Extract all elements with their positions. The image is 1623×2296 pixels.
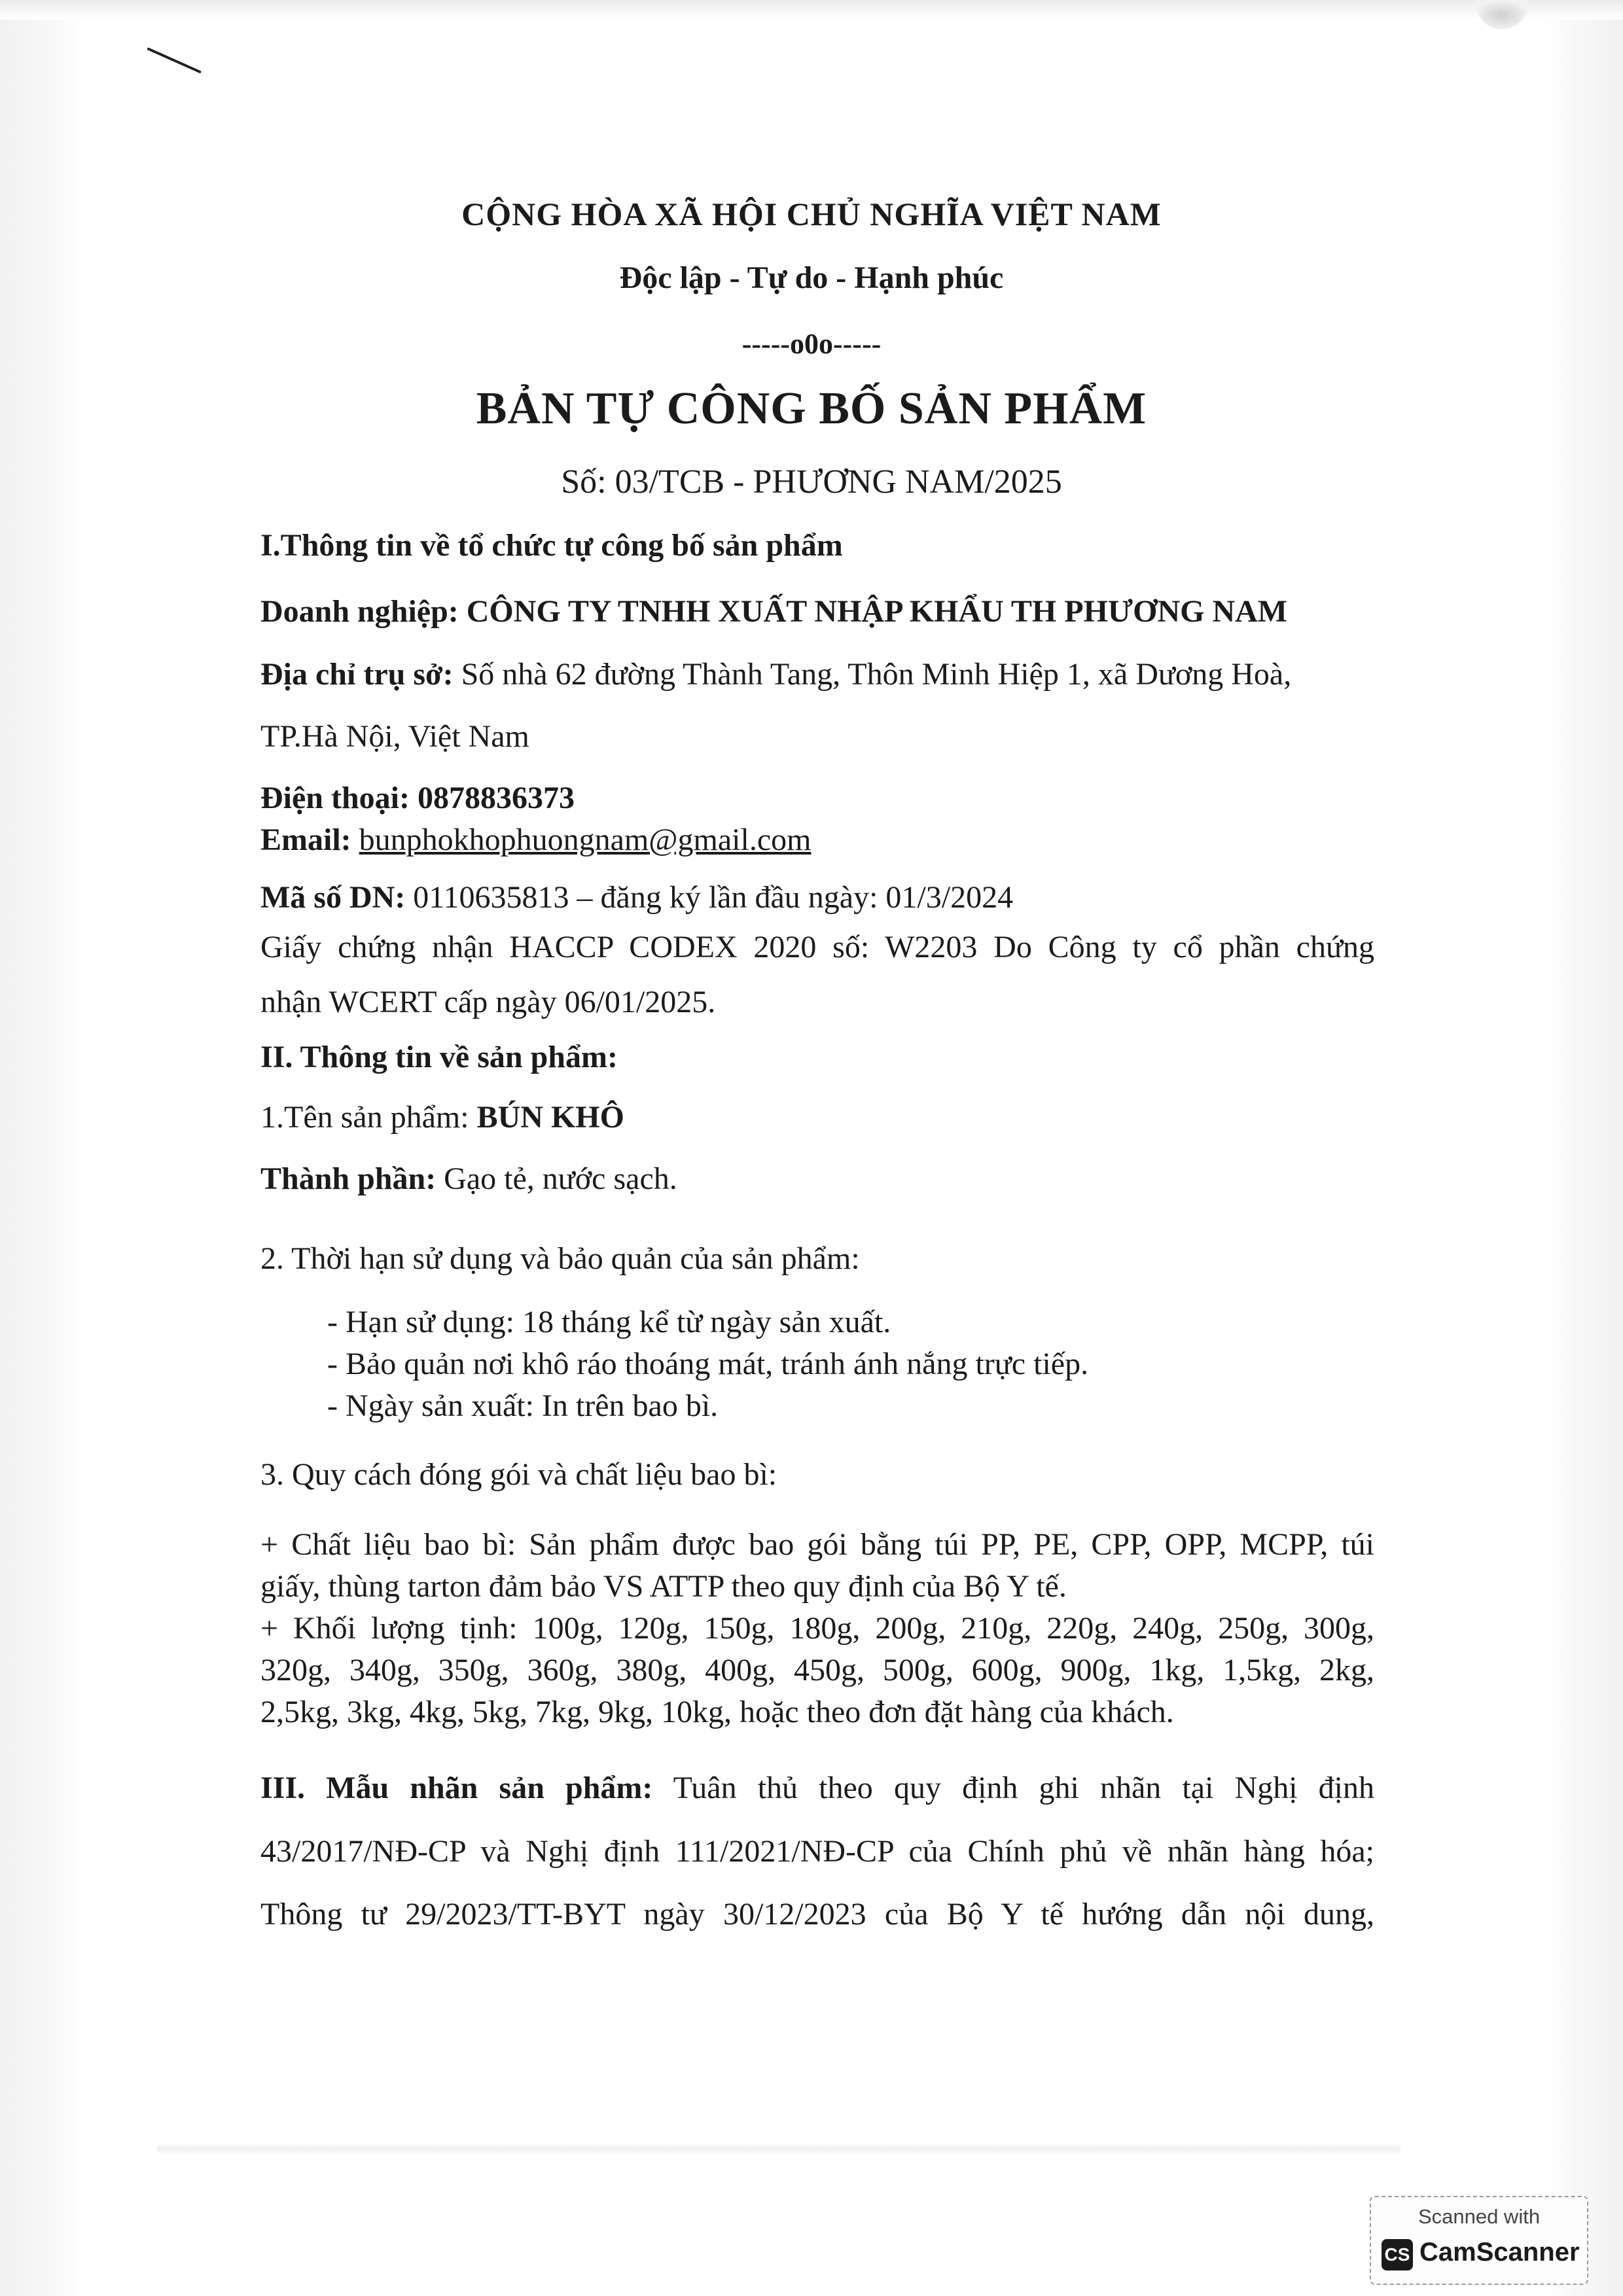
- packaging-heading: 3. Quy cách đóng gói và chất liệu bao bì:: [260, 1457, 777, 1492]
- company-label: Doanh nghiệp:: [260, 594, 459, 629]
- tax-value: 0110635813 – đăng ký lần đầu ngày: 01/3/2024: [413, 880, 1014, 915]
- address-row: [260, 656, 1291, 692]
- section-3-heading: III. Mẫu nhãn sản phẩm:: [260, 1771, 653, 1805]
- section-2-heading: II. Thông tin về sản phẩm:: [260, 1040, 618, 1074]
- section-3-line-2: 43/2017/NĐ-CP và Nghị định 111/2021/NĐ-CP của Chính phủ về nhãn hàng hóa;: [260, 1834, 1374, 1869]
- storage-item: - Bảo quản nơi khô ráo thoáng mát, tránh ánh nắng trực tiếp.: [327, 1347, 1089, 1381]
- net-weight-line-cont: 320g, 340g, 350g, 360g, 380g, 400g, 450g, 500g, 600g, 900g, 1kg, 1,5kg, 2kg,: [260, 1653, 1374, 1687]
- punch-hole-mark: [1476, 0, 1528, 29]
- camscanner-watermark: [1370, 2196, 1588, 2285]
- certificate-line: Giấy chứng nhận HACCP CODEX 2020 số: W2203 Do Công ty cổ phần chứng: [260, 930, 1374, 964]
- section-3-row: [260, 1770, 1374, 1809]
- packaging-material-line: + Chất liệu bao bì: Sản phẩm được bao gói bằng túi PP, PE, CPP, OPP, MCPP, túi: [260, 1527, 1374, 1562]
- net-weight-line-end: 2,5kg, 3kg, 4kg, 5kg, 7kg, 9kg, 10kg, hoặc theo đơn đặt hàng của khách.: [260, 1695, 1174, 1729]
- shelf-life-item: - Hạn sử dụng: 18 tháng kể từ ngày sản xuất.: [327, 1305, 891, 1339]
- national-title: CỘNG HÒA XÃ HỘI CHỦ NGHĨA VIỆT NAM: [461, 196, 1162, 232]
- company-value: CÔNG TY TNHH XUẤT NHẬP KHẨU TH PHƯƠNG NAM: [466, 594, 1288, 629]
- tax-row: [260, 879, 1013, 915]
- national-motto: Độc lập - Tự do - Hạnh phúc: [619, 260, 1004, 295]
- product-name-value: BÚN KHÔ: [476, 1100, 624, 1135]
- phone-label: Điện thoại:: [260, 781, 410, 815]
- camscanner-brand: CamScanner: [1419, 2238, 1580, 2267]
- document-number: Số: 03/TCB - PHƯƠNG NAM/2025: [561, 463, 1062, 501]
- address-value: Số nhà 62 đường Thành Tang, Thôn Minh Hiệp 1, xã Dương Hoà,: [461, 657, 1292, 692]
- phone-row: [260, 780, 575, 816]
- pen-mark: [147, 47, 202, 73]
- section-3-text: Tuân thủ theo quy định ghi nhãn tại Nghị định: [673, 1771, 1374, 1805]
- scan-shadow-bottom: [157, 2143, 1400, 2155]
- email-label: Email:: [260, 822, 351, 857]
- section-3-line-3: Thông tư 29/2023/TT-BYT ngày 30/12/2023 của Bộ Y tế hướng dẫn nội dung,: [260, 1897, 1374, 1932]
- net-weight-line: + Khối lượng tịnh: 100g, 120g, 150g, 180g, 200g, 210g, 220g, 240g, 250g, 300g,: [260, 1611, 1374, 1646]
- phone-value: 0878836373: [418, 781, 575, 815]
- ingredients-label: Thành phần:: [260, 1161, 437, 1196]
- header-divider: -----o0o-----: [741, 328, 882, 360]
- section-1-heading: I.Thông tin về tổ chức tự công bố sản phẩm: [260, 528, 843, 563]
- ingredients-row: [260, 1161, 677, 1197]
- camscanner-logo-icon: CS: [1382, 2239, 1413, 2270]
- email-row: [260, 822, 811, 858]
- email-link[interactable]: bunphokhophuongnam@gmail.com: [359, 822, 812, 857]
- product-name-row: [260, 1099, 624, 1135]
- ingredients-value: Gạo tẻ, nước sạch.: [444, 1161, 677, 1196]
- packaging-material-line-cont: giấy, thùng tarton đảm bảo VS ATTP theo quy định của Bộ Y tế.: [260, 1569, 1067, 1604]
- company-row: [260, 593, 1287, 629]
- document-title: BẢN TỰ CÔNG BỐ SẢN PHẨM: [476, 383, 1147, 434]
- production-date-item: - Ngày sản xuất: In trên bao bì.: [327, 1388, 719, 1423]
- scan-shadow-top: [0, 0, 1623, 20]
- scanned-with-text: Scanned with: [1418, 2205, 1541, 2228]
- tax-label: Mã số DN:: [260, 880, 406, 915]
- product-name-label: 1.Tên sản phẩm:: [260, 1100, 469, 1135]
- shelf-life-heading: 2. Thời hạn sử dụng và bảo quản của sản phẩm:: [260, 1241, 860, 1276]
- address-label: Địa chỉ trụ sở:: [260, 657, 454, 692]
- certificate-line-cont: nhận WCERT cấp ngày 06/01/2025.: [260, 985, 716, 1019]
- address-value-cont: TP.Hà Nội, Việt Nam: [260, 719, 529, 754]
